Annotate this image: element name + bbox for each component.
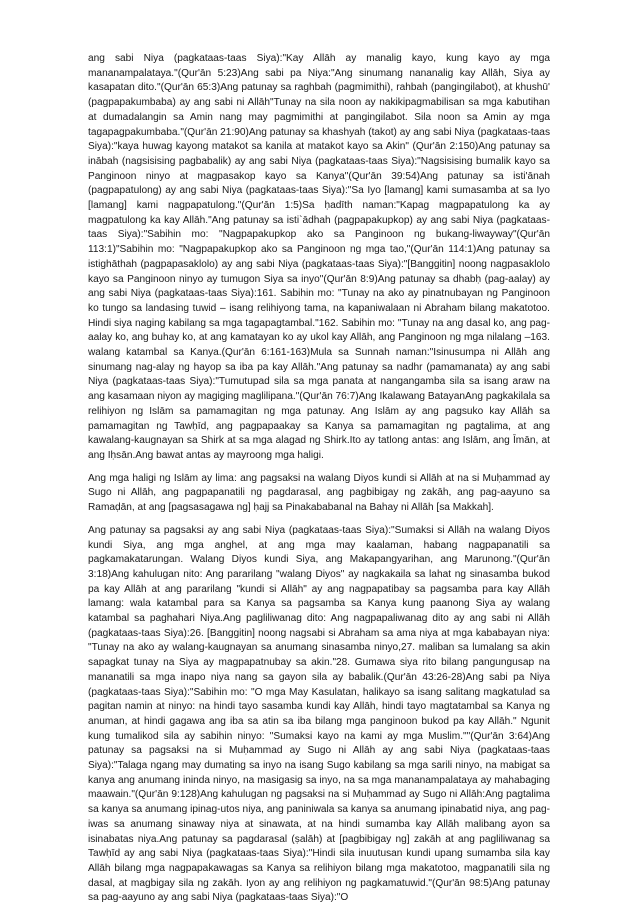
paragraph-testimony-evidence: Ang patunay sa pagsaksi ay ang sabi Niya (pagkataas-taas Siya):"Sumaksi si Allāh na walang Diyos kundi Siya, ang mga anghel, at ang mga may kaalaman, habang nagpapanatili sa pagkamakatarungan. Walang Diyos kundi Siya, ang Makapangyarihan, ang Marunong."(Qur'ān 3:18)Ang kahulugan nito: Ang pararilang "walang Diyos" ay nagkakaila sa lahat ng sinasamba bukod pa kay Allāh at ang pararilang "kundi si Allāh" ay ang nagpapatibay sa pagsamba para kay Allāh lamang: wala katambal para sa Kanya sa pagsamba sa Kanya kung paanong Siya ay walang katambal sa paghahari Niya.Ang pagliliwanag dito: Ang nagpapaliwanag dito ay ang sabi ni Allāh (pagkataas-taas Siya):26. [Banggitin] noong nagsabi si Abraham sa ama niya at mga kababayan niya: "Tunay na ako ay walang-kaugnayan sa anumang sinasamba ninyo,27. maliban sa lumalang sa akin sapagkat tunay na Siya ay magpapatnubay sa akin."28. Gumawa siya rito bilang pangungusap na mananatili sa mga inapo niya nang sa gayon sila ay babalik.(Qur'ān 43:26-28)Ang sabi pa Niya (pagkataas-taas Siya):"Sabihin mo: "O mga May Kasulatan, halikayo sa isang salitang magkatulad sa pagitan namin at ninyo: na hindi tayo sasamba kundi kay Allāh, hindi tayo magtatambal sa Kanya ng anuman, at hindi gagawa ang iba sa atin sa iba bilang mga panginoon bukod pa kay Allāh." Ngunit kung tumalikod sila ay sabihin ninyo: "Sumaksi kayo na kami ay mga Muslim.""(Qur'ān 3:64)Ang patunay sa pagsaksi na si Muḥammad ay Sugo ni Allāh ay ang sabi Niya (pagkataas-taas Siya):"Talaga ngang may dumating sa inyo na isang Sugo kabilang sa mga sarili ninyo, na mabigat sa kanya ang anumang ininda ninyo, na masigasig sa inyo, na sa mga mananampalataya ay mahabaging maawain."(Qur'ān 9:128)Ang kahulugan ng pagsaksi na si Muḥammad ay Sugo ni Allāh:Ang pagtalima sa kanya sa anumang ipinag-utos niya, ang paniniwala sa kanya sa anumang ipinabatid niya, ang pag-iwas sa anumang sinaway niya at sinawata, at na hindi sumamba kay Allāh malibang ayon sa isinabatas niya.Ang patunay sa pagdarasal (ṣalāh) at [pagbibigay ng] zakāh at ang pagliliwanag sa Tawḥīd ay ang sabi Niya (pagkataas-taas Siya):"Hindi sila inuutusan kundi upang sumamba sila kay Allāh bilang mga nagpapakawagas sa Kanya sa relihiyon bilang mga makatotoo, magpanatili sila ng dasal, at magbigay sila ng zakāh. Iyon ay ang relihiyon ng pagkamatuwid."(Qur'ān 98:5)Ang patunay sa pag-aayuno ay ang sabi Niya (pagkataas-taas Siya):"O bbox=[88, 524, 550, 904]
document-page bbox=[88, 52, 550, 914]
paragraph-evidences-of-worship: ang sabi Niya (pagkataas-taas Siya):"Kay Allāh ay manalig kayo, kung kayo ay mga mananampalataya."(Qur'ān 5:23)Ang sabi pa Niya:"Ang sinumang nananalig kay Allāh, Siya ay kasapatan dito."(Qur'ān 65:3)Ang patunay sa raghbah (pagmimithi), rahbah (pangingilabot), at khushū' (pagpapakumbaba) ay ang sabi ni Allāh"Tunay na sila noon ay nakikipagmabilisan sa mga kabutihan at dumadalangin sa Amin nang may pagmimithi at pangingilabot. Sila noon sa Amin ay mga tagapagpakumbaba."(Qur'ān 21:90)Ang patunay sa khashyah (takot) ay ang sabi Niya (pagkataas-taas Siya):"kaya huwag kayong matakot sa kanila at matakot kayo sa Akin" (Qur'ān 2:150)Ang patunay sa inābah (nagsisising pagbabalik) ay ang sabi Niya (pagkataas-taas Siya):"Nagsisising bumalik kayo sa Panginoon ninyo at magpasakop kayo sa Kanya"(Qur'ān 39:54)Ang patunay sa isti'ānah (pagpapatulong) ay ang sabi Niya (pagkataas-taas Siya):"Sa Iyo [lamang] kami sumasamba at sa Iyo [lamang] kami nagpapatulong."(Qur'ān 1:5)Sa ḥadīth naman:"Kapag magpapatulong ka ay magpatulong ka kay Allāh."Ang patunay sa isti`ādhah (pagpapakupkop) ay ang sabi Niya (pagkataas-taas Siya):"Sabihin mo: "Nagpapakupkop ako sa Panginoon ng bukang-liwayway"(Qur'ān 113:1)"Sabihin mo: "Nagpapakupkop ako sa Panginoon ng mga tao,"(Qur'ān 114:1)Ang patunay sa istighāthah (pagpapasaklolo) ay ang sabi Niya (pagkataas-taas Siya):"[Banggitin] noong nagpasaklolo kayo sa Panginoon ninyo ay tumugon Siya sa inyo"(Qur'ān 8:9)Ang patunay sa dhabḥ (pag-aalay) ay ang sabi Niya (pagkataas-taas Siya):161. Sabihin mo: "Tunay na ako ay pinatnubayan ng Panginoon ko tungo sa landasing tuwid – isang relihiyong tama, na kapaniwalaan ni Abraham bilang makatotoo. Hindi siya naging kabilang sa mga tagapagtambal."162. Sabihin mo: "Tunay na ang dasal ko, ang pag-aalay ko, ang buhay ko, at ang kamatayan ko ay ukol kay Allāh, ang Panginoon ng mga nilalang –163. walang katambal sa Kanya.(Qur'ān 6:161-163)Mula sa Sunnah naman:"Isinusumpa ni Allāh ang sinumang nag-alay ng hayop sa iba pa kay Allāh."Ang patunay sa nadhr (pamamanata) ay ang sabi Niya (pagkataas-taas Siya):"Tumutupad sila sa mga panata at nangangamba sila sa isang araw na ang kasamaan niyon ay magiging maglilipana."(Qur'ān 76:7)Ang Ikalawang BatayanAng pagkakilala sa relihiyon ng Islām sa pamamagitan ng mga patunay. Ang Islām ay ang pagsuko kay Allāh sa pamamagitan ng Tawḥīd, ang pagpapaakay sa Kanya sa pamamagitan ng pagtalima, at ang kawalang-kaugnayan sa Shirk at sa mga alagad ng Shirk.Ito ay tatlong antas: ang Islām, ang Īmān, at ang Iḥsān.Ang bawat antas ay mayroong mga haligi. bbox=[88, 53, 551, 461]
paragraph-pillars-of-islam: Ang mga haligi ng Islām ay lima: ang pagsaksi na walang Diyos kundi si Allāh at na si Muḥammad ay Sugo ni Allāh, ang pagpapanatili ng pagdarasal, ang pagbibigay ng zakāh, ang pag-aayuno sa Ramaḍān, at ang [pagsasagawa ng] ḥajj sa Pinakababanal na Bahay ni Allāh [sa Makkah]. bbox=[88, 472, 550, 514]
